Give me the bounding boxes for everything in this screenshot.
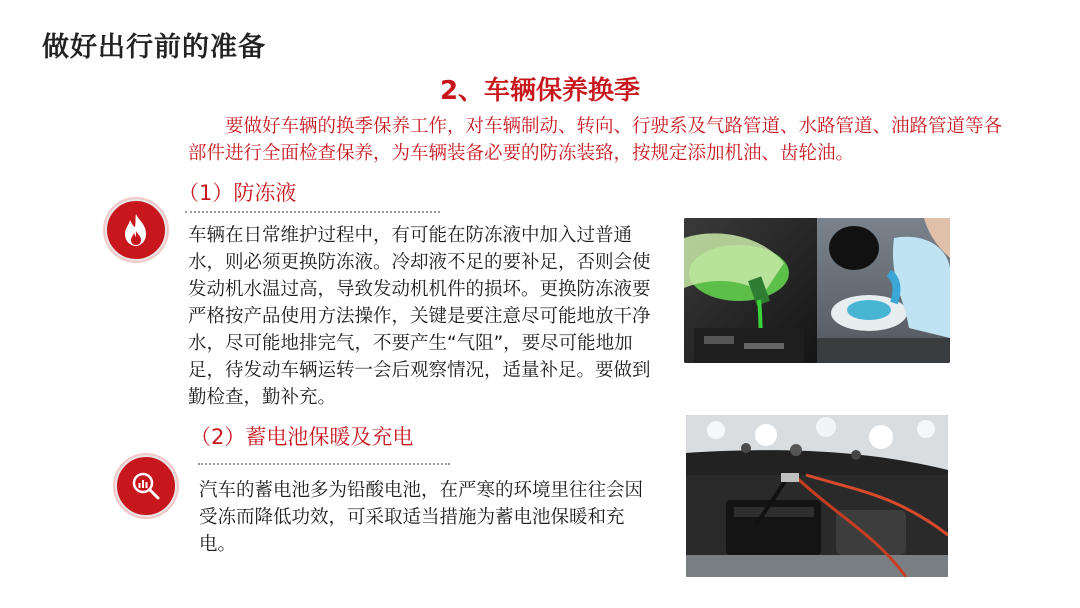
engine-battery-photo [686,415,948,577]
section-title: 2、车辆保养换季 [439,76,641,106]
flame-icon [105,199,167,261]
coolant-photo [684,218,950,363]
magnifier-chart-icon [115,455,177,517]
antifreeze-heading: （1）防冻液 [178,181,297,205]
battery-divider [198,463,450,465]
section-intro: 要做好车辆的换季保养工作，对车辆制动、转向、行驶系及气路管道、水路管道、油路管道等各部件进行全面检查保养，为车辆装备必要的防冻装臵，按规定添加机油、齿轮油。 [188,116,1003,164]
page-title: 做好出行前的准备 [42,32,266,63]
battery-heading: （2）蓄电池保暖及充电 [190,425,414,449]
antifreeze-body: 车辆在日常维护过程中，有可能在防冻液中加入过普通水，则必须更换防冻液。冷却液不足的要补足，否则会使发动机水温过高，导致发动机机件的损坏。更换防冻液要严格按产品使用方法操作，关键是要注意尽可能地放干净水，尽可能地排完气，不要产生“气阻”，要尽可能地加足，待发动车辆运转一会后观察情况，适量补足。要做到勤检查，勤补充。 [188,225,651,408]
antifreeze-divider [185,211,440,213]
battery-body: 汽车的蓄电池多为铅酸电池，在严寒的环境里往往会因受冻而降低功效，可采取适当措施为蓄电池保暖和充电。 [199,480,644,555]
